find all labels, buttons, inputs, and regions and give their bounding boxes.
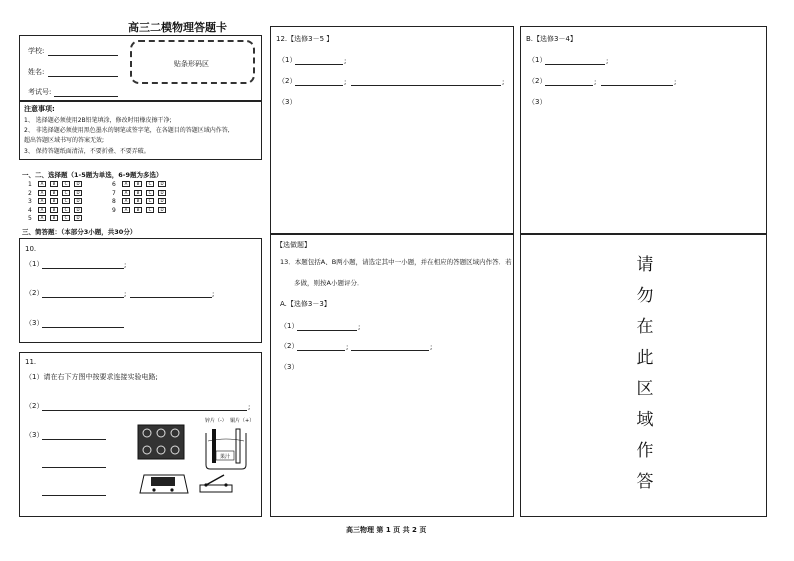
choice-bubble-b[interactable]: B [134,198,142,204]
choice-grid [28,181,188,223]
q10-answer-1[interactable] [42,268,124,269]
separator: ; [674,78,677,86]
q12-part-1-label: （1） [278,56,297,64]
choice-bubble-a[interactable]: A [38,215,46,221]
q10-number: 10. [25,245,37,253]
q12-answer-2b[interactable] [351,85,501,86]
choice-bubble-a[interactable]: A [122,198,130,204]
circuit-diagram[interactable] [132,413,258,501]
elective-desc: 13．本题包括A、B两小题，请选定其中一小题，并在相应的答题区域内作答．若 [280,258,512,266]
q10-answer-2b[interactable] [130,297,212,298]
q11-part-3-label: （3） [25,431,44,439]
switch-icon [200,475,232,492]
no-answer-box [520,234,767,517]
choice-number: 4 [28,206,32,214]
elective-a-part-1-label: （1） [280,322,299,330]
choice-bubble-c[interactable]: C [62,181,70,187]
q11-answer-3a[interactable] [42,439,106,440]
no-answer-char: 请 [636,255,654,275]
no-answer-char: 答 [636,472,654,492]
ammeter-icon [140,475,188,493]
elective-a-answer-2a[interactable] [297,350,345,351]
choice-bubble-d[interactable]: D [158,198,166,204]
b-part-1-label: （1） [528,56,547,64]
q11-number: 11. [25,358,37,366]
name-label: 姓名: [28,68,45,76]
zinc-label: 锌片（-） [205,418,227,424]
no-answer-char: 勿 [636,286,654,306]
choice-bubble-b[interactable]: B [50,207,58,213]
elective-desc: 多做，则按A小题评分． [294,279,364,287]
school-field[interactable] [48,55,118,56]
q12-answer-2a[interactable] [295,85,343,86]
notice-item: 1、 选择题必须使用2B铅笔填涂，修改时用橡皮擦干净; [24,117,172,124]
fruit-battery-icon [206,429,246,469]
q12-part-3-label: （3） [278,98,297,106]
q12-answer-1[interactable] [295,64,343,65]
q11-box [19,352,262,517]
q10-part-2-label: （2） [25,289,44,297]
choice-bubble-a[interactable]: A [38,198,46,204]
card-title: 高三二模物理答题卡 [128,21,227,34]
choice-bubble-d[interactable]: D [158,207,166,213]
choice-number: 1 [28,181,32,188]
choice-bubble-b[interactable]: B [134,181,142,187]
choice-bubble-a[interactable]: A [38,207,46,213]
choice-bubble-b[interactable]: B [50,215,58,221]
separator: ; [344,57,347,65]
b-part-2-label: （2） [528,77,547,85]
elective-a-title: A.【选修3－3】 [280,300,331,308]
q12-box [270,26,514,234]
q11-part-1-label: （1）请在右下方图中按要求连接实验电路; [25,373,158,381]
choice-bubble-c[interactable]: C [146,181,154,187]
q12-part-2-label: （2） [278,77,297,85]
elective-box [270,234,514,517]
b-title: B.【选修3－4】 [526,35,577,43]
essay-section-title: 三、简答题：（本部分3小题，共30分） [22,228,137,236]
choice-bubble-b[interactable]: B [50,198,58,204]
no-answer-char: 在 [636,317,654,337]
choice-bubble-a[interactable]: A [122,190,130,196]
q10-box [19,238,262,343]
q10-part-1-label: （1） [25,260,44,268]
choice-number: 8 [112,198,116,205]
no-answer-char: 区 [636,379,654,399]
choice-bubble-a[interactable]: A [38,181,46,187]
q10-part-3-label: （3） [25,319,44,327]
name-field[interactable] [48,76,118,77]
exam-no-field[interactable] [54,96,118,97]
elective-title: 【选做题】 [276,241,311,249]
choice-bubble-c[interactable]: C [146,207,154,213]
q11-answer-3c[interactable] [42,495,106,496]
notice-box [19,101,262,160]
elective-a-answer-1[interactable] [297,330,357,331]
choice-bubble-c[interactable]: C [62,198,70,204]
separator: ; [344,78,347,86]
choice-section-title: 一、二、选择题（1-5题为单选，6-9题为多选） [22,171,163,179]
separator: ; [430,343,433,351]
notice-item: 2、 非选择题必须使用黑色墨水的钢笔或签字笔，在各题目的答题区域内作答, [24,127,230,134]
separator: ; [346,343,349,351]
b-answer-2b[interactable] [601,85,673,86]
choice-bubble-a[interactable]: A [38,190,46,196]
q10-answer-2a[interactable] [42,297,124,298]
choice-number: 7 [112,189,116,197]
q12-title: 12.【选修3－5 】 [276,35,334,43]
separator: ; [124,261,127,269]
choice-bubble-b[interactable]: B [50,190,58,196]
notice-item: 超出答题区域书写的答案无效; [24,137,105,144]
no-answer-char: 作 [636,441,654,461]
notice-item: 3、 保持答题纸面清洁，不要折叠、不要弄破。 [24,148,150,155]
no-answer-char: 域 [636,410,654,430]
choice-number: 2 [28,189,32,197]
separator: ; [594,78,597,86]
student-info-box [19,35,262,101]
barcode-area [130,40,255,84]
elective-a-part-2-label: （2） [280,342,299,350]
choice-bubble-d[interactable]: D [158,190,166,196]
choice-bubble-c[interactable]: C [62,215,70,221]
choice-bubble-c[interactable]: C [62,190,70,196]
q11-answer-2[interactable] [42,410,247,411]
b-answer-2a[interactable] [545,85,593,86]
separator: ; [248,403,251,411]
choice-bubble-c[interactable]: C [146,198,154,204]
choice-bubble-d[interactable]: D [74,215,82,221]
q10-answer-3[interactable] [42,327,124,328]
choice-number: 3 [28,198,32,205]
separator: ; [358,323,361,331]
choice-bubble-a[interactable]: A [122,181,130,187]
elective-a-answer-2b[interactable] [351,350,429,351]
choice-bubble-b[interactable]: B [134,207,142,213]
no-answer-char: 此 [636,348,654,368]
separator: ; [212,290,215,298]
copper-label: 铜片（+） [230,418,255,424]
page-footer: 高三物理 第 1 页 共 2 页 [346,526,427,534]
choice-bubble-d[interactable]: D [158,181,166,187]
choice-bubble-d[interactable]: D [74,198,82,204]
elective-a-part-3-label: （3） [280,363,299,371]
choice-bubble-a[interactable]: A [122,207,130,213]
q11-part-2-label: （2） [25,402,44,410]
school-label: 学校: [28,47,45,55]
b-answer-1[interactable] [545,64,605,65]
choice-bubble-d[interactable]: D [74,181,82,187]
choice-bubble-d[interactable]: D [74,190,82,196]
choice-bubble-b[interactable]: B [134,190,142,196]
exam-no-label: 考试号: [28,88,52,96]
q11-answer-3b[interactable] [42,467,106,468]
b-box [520,26,767,234]
choice-number: 9 [112,206,116,214]
choice-bubble-d[interactable]: D [74,207,82,213]
choice-number: 5 [28,215,32,222]
barcode-label: 贴条形码区 [174,60,209,68]
choice-number: 6 [112,181,116,188]
notice-title: 注意事项: [24,105,55,113]
separator: ; [502,78,505,86]
b-part-3-label: （3） [528,98,547,106]
choice-bubble-c[interactable]: C [146,190,154,196]
no-answer-text [633,255,657,492]
choice-bubble-b[interactable]: B [50,181,58,187]
choice-bubble-c[interactable]: C [62,207,70,213]
separator: ; [606,57,609,65]
fruit-juice-label: 果汁 [219,454,231,460]
separator: ; [124,290,127,298]
